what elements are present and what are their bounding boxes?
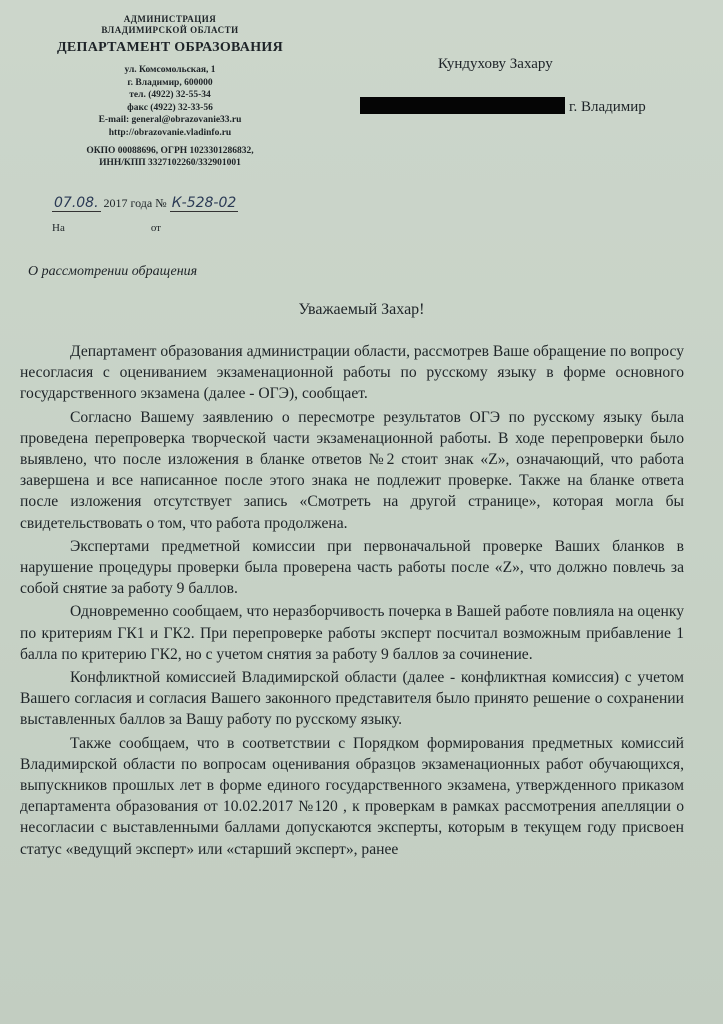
address-line: тел. (4922) 32-55-34 bbox=[129, 90, 211, 100]
sender-address bbox=[40, 64, 300, 139]
ot-label: от bbox=[150, 222, 161, 234]
body-paragraph: Конфликтной комиссией Владимирской области (далее - конфликтная комиссия) с учетом Вашего согласия и согласия Вашего законного представителя было принято решение о сохранении выставленных баллов за Вашу работу по русскому языку. bbox=[20, 669, 684, 729]
handwritten-number: К-528-02 bbox=[171, 195, 237, 211]
address-line: факс (4922) 32-33-56 bbox=[127, 102, 213, 113]
greeting: Уважаемый Захар! bbox=[298, 301, 425, 318]
address-line: г. Владимир, 600000 bbox=[127, 77, 213, 88]
date-suffix: 2017 года bbox=[103, 196, 153, 210]
admin-line-1: АДМИНИСТРАЦИЯ bbox=[123, 14, 217, 24]
letter-body bbox=[20, 341, 684, 862]
address-line: ул. Комсомольская, 1 bbox=[124, 65, 216, 75]
sender-block bbox=[40, 14, 300, 169]
na-label: На bbox=[52, 222, 65, 234]
body-paragraph: Департамент образования администрации области, рассмотрев Ваше обращение по вопросу несогласия с оцениванием экзаменационной работы по русскому языку в форме основного государственного экзамена (далее - ОГЭ), сообщает. bbox=[20, 343, 684, 403]
body-paragraph: Одновременно сообщаем, что неразборчивость почерка в Вашей работе повлияла на оценку по критериям ГК1 и ГК2. При перепроверке работы эксперт посчитал возможным прибавление 1 балла по критерию ГК2, но с учетом снятия за работу 9 баллов за сочинение. bbox=[20, 603, 684, 663]
handwritten-date: 07.08. bbox=[54, 195, 99, 211]
department-name: ДЕПАРТАМЕНТ ОБРАЗОВАНИЯ bbox=[56, 40, 284, 55]
body-paragraph: Экспертами предметной комиссии при первоначальной проверке Ваших бланков в нарушение процедуры проверки была проверена часть работы после «Z», что должно повлечь за собой снятие за работу 9 баллов. bbox=[20, 537, 684, 598]
body-paragraph: Согласно Вашему заявлению о пересмотре результатов ОГЭ по русскому языку была проведена перепроверка творческой части экзаменационной работы. В ходе перепроверки было выявлено, что после изложения в бланке ответов №2 стоит знак «Z», означающий, что работа завершена и все написанное после этого знака не подлежит проверке. Также на бланке ответа после изложения отсутствует запись «Смотреть на другой странице», которая могла бы свидетельствовать о том, что работа продолжена. bbox=[20, 408, 684, 532]
reference-line bbox=[52, 222, 161, 234]
codes-line-2: ИНН/КПП 3327102260/332901001 bbox=[99, 158, 241, 168]
date-number-line bbox=[52, 195, 238, 211]
recipient-name: Кундухову Захару bbox=[438, 56, 553, 72]
admin-line-2: ВЛАДИМИРСКОЙ ОБЛАСТИ bbox=[101, 25, 239, 35]
recipient-city: г. Владимир bbox=[569, 99, 646, 115]
recipient-address bbox=[360, 97, 646, 116]
address-line: http://obrazovanie.vladinfo.ru bbox=[108, 127, 232, 138]
body-paragraph: Также сообщаем, что в соответствии с Порядком формирования предметных комиссий Владимирской области по вопросам оценивания образцов экзаменационных работ обучающихся, выпускников прошлых лет в форме единого государственного экзамена, утвержденного приказом департамента образования от 10.02.2017 №120 , к проверкам в рамках рассмотрения апелляции о несогласии с выставленными баллами допускаются эксперты, которым в текущем году присвоен статус «ведущий эксперт» или «старший эксперт», ранее bbox=[20, 734, 684, 858]
letter-subject: О рассмотрении обращения bbox=[28, 264, 198, 279]
redaction-bar bbox=[360, 97, 565, 114]
address-line: E-mail: general@obrazovanie33.ru bbox=[98, 115, 242, 125]
number-label: № bbox=[155, 196, 167, 210]
codes-line-1: ОКПО 00088696, ОГРН 1023301286832, bbox=[86, 146, 254, 156]
registration-codes bbox=[40, 145, 300, 169]
